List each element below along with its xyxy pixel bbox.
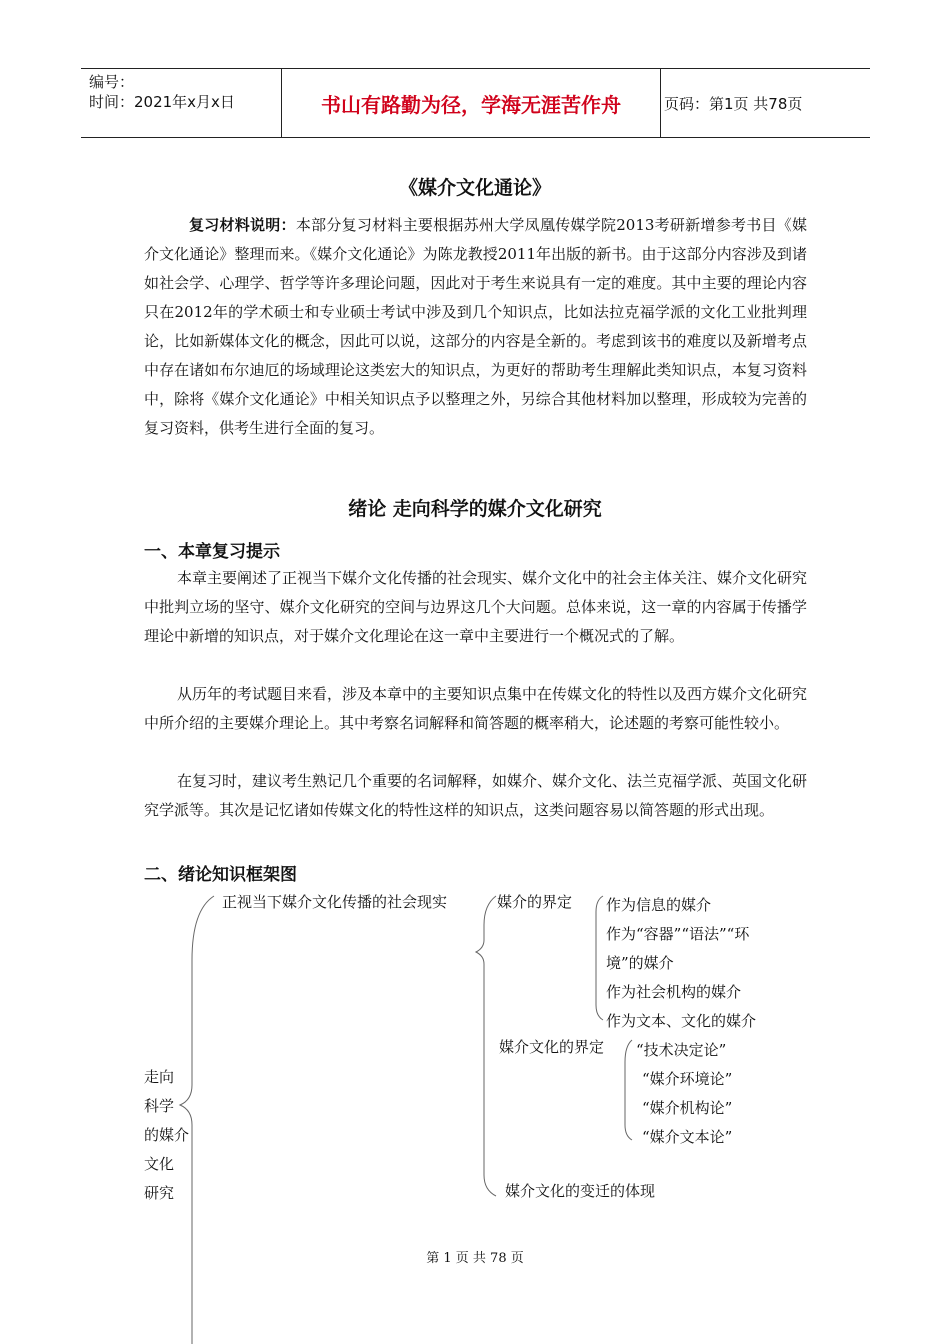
section1-paragraph: 在复习时，建议考生熟记几个重要的名词解释，如媒介、媒介文化、法兰克福学派、英国文化研究学派等。其次是记忆诸如传媒文化的特性这样的知识点，这类问题容易以简答题的形式出现。 <box>144 772 808 819</box>
section1-heading: 一、本章复习提示 <box>144 542 280 562</box>
list-item: 作为信息的媒介 <box>606 896 712 914</box>
branch-change: 媒介文化的变迁的体现 <box>505 1182 656 1200</box>
chapter-title: 绪论 走向科学的媒介文化研究 <box>348 498 602 520</box>
number-label: 编号： <box>89 73 135 91</box>
list-item: “媒介文本论” <box>642 1128 733 1146</box>
root-line: 科学 <box>144 1097 175 1115</box>
page-footer: 第 1 页 共 78 页 <box>426 1251 524 1266</box>
culture-def-list <box>636 1036 732 1152</box>
branch-culture-def: 媒介文化的界定 <box>499 1038 605 1056</box>
section1-paragraph: 从历年的考试题目来看，涉及本章中的主要知识点集中在传媒文化的特性以及西方媒介文化研究中所介绍的主要媒介理论上。其中考察名词解释和简答题的概率稍大，论述题的考察可能性较小。 <box>144 685 808 732</box>
intro-text: 本部分复习材料主要根据苏州大学凤凰传媒学院2013考研新增参考书目《媒介文化通论》整理而来。《媒介文化通论》为陈龙教授2011年出版的新书。由于这部分内容涉及到诸如社会学、心理学、哲学等许多理论问题，因此对于考生来说具有一定的难度。其中主要的理论内容只在2012年的学术硕士和专业硕士考试中涉及到几个知识点，比如法拉克福学派的文化工业批判理论，比如新媒体文化的概念，因此可以说，这部分的内容是全新的。考虑到该书的难度以及新增考点中存在诸如布尔迪厄的场域理论这类宏大的知识点，为更好的帮助考生理解此类知识点，本复习资料中，除将《媒介文化通论》中相关知识点予以整理之外，另综合其他材料加以整理，形成较为完善的复习资料，供考生进行全面的复习。 <box>144 216 807 437</box>
root-line: 走向 <box>144 1068 175 1086</box>
list-item: “媒介环境论” <box>642 1070 733 1088</box>
list-item: “技术决定论” <box>636 1041 727 1059</box>
motto: 书山有路勤为径，学海无涯苦作舟 <box>281 69 661 137</box>
branch-media-def: 媒介的界定 <box>497 893 573 911</box>
time-label: 时间：2021年x月x日 <box>89 93 235 111</box>
list-item: 作为社会机构的媒介 <box>606 983 742 1001</box>
root-line: 的媒介 <box>144 1126 190 1144</box>
reality-bracket <box>476 896 496 1196</box>
list-item: “媒介机构论” <box>642 1099 733 1117</box>
list-item: 作为文本、文化的媒介 <box>606 1012 757 1030</box>
page-info: 页码：第1页 共78页 <box>664 94 803 113</box>
root-line: 文化 <box>144 1155 175 1173</box>
list-item: 境”的媒介 <box>606 954 674 972</box>
document-title: 《媒介文化通论》 <box>398 177 551 199</box>
root-line: 研究 <box>144 1184 175 1202</box>
branch-reality: 正视当下媒介文化传播的社会现实 <box>222 893 448 911</box>
section1-paragraph: 本章主要阐述了正视当下媒介文化传播的社会现实、媒介文化中的社会主体关注、媒介文化研究中批判立场的坚守、媒介文化研究的空间与边界这几个大问题。总体来说，这一章的内容属于传播学理论中新增的知识点，对于媒介文化理论在这一章中主要进行一个概况式的了解。 <box>144 569 808 645</box>
media-def-list <box>606 891 756 1036</box>
culture-def-bracket <box>625 1040 632 1140</box>
intro-lead: 复习材料说明： <box>189 216 296 234</box>
framework-root <box>144 1063 189 1208</box>
list-item: 作为“容器”“语法”“环 <box>606 925 750 943</box>
media-def-bracket <box>596 896 603 1020</box>
section2-heading: 二、绪论知识框架图 <box>144 865 297 885</box>
